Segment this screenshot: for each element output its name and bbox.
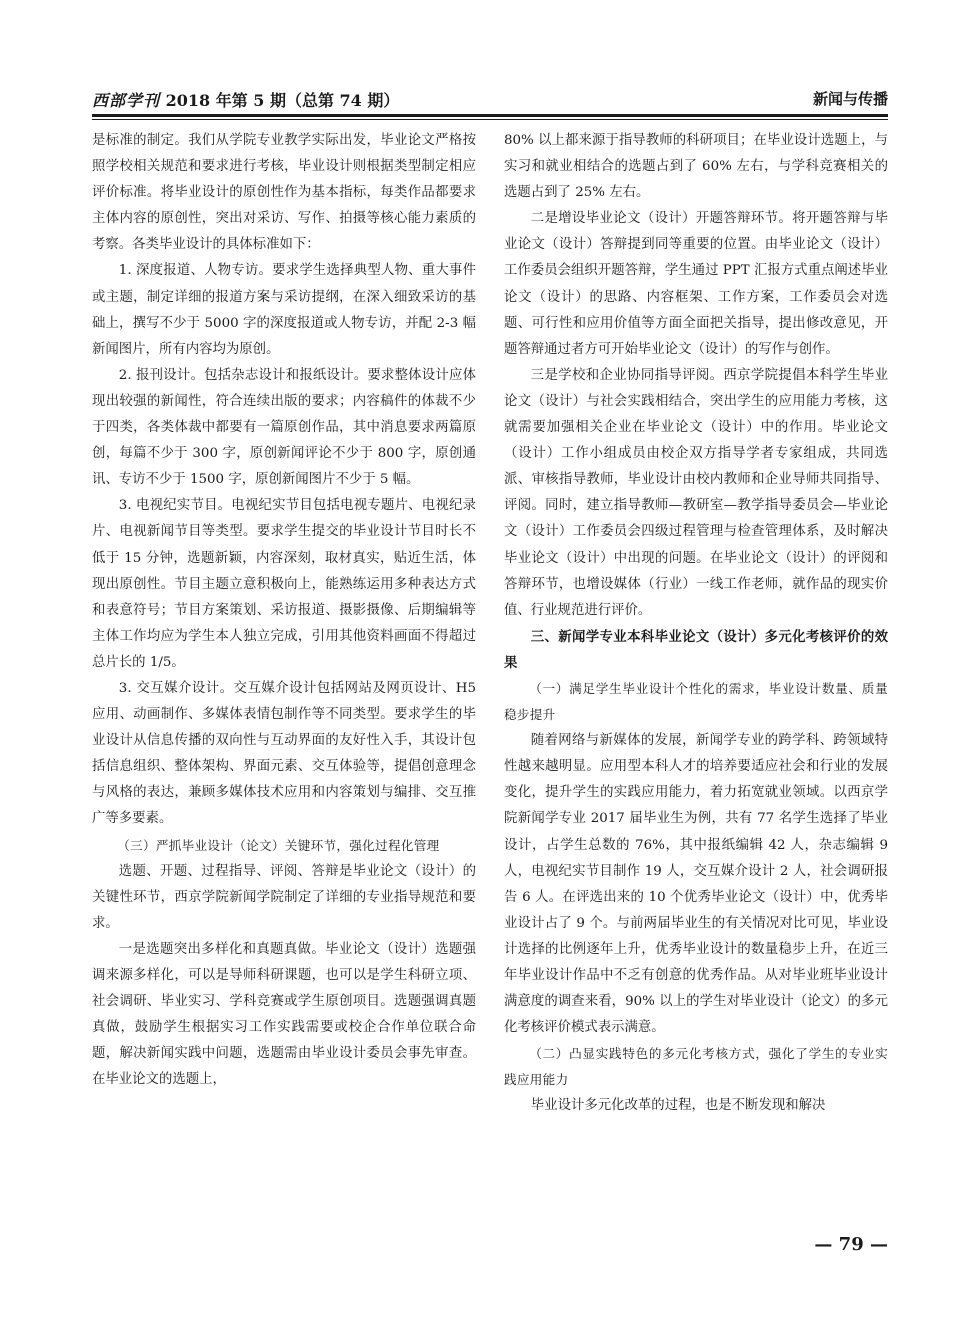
paragraph: 1. 深度报道、人物专访。要求学生选择典型人物、重大事件或主题，制定详细的报道方案与采访提纲，在深入细致采访的基础上，撰写不少于 5000 字的深度报道或人物专访，并配 2-3 幅新闻图片，所有内容均为原创。 [92,263,476,357]
header-rule-thick [92,114,888,117]
paragraph: 随着网络与新媒体的发展，新闻学专业的跨学科、跨领域特性越来越明显。应用型本科人才的培养要适应社会和行业的发展变化，提升学生的实践应用能力，着力拓宽就业领域。以西京学院新闻学专业 2017 届毕业生为例，共有 77 名学生选择了毕业设计，占学生总数的 76%，其中报纸编辑 42 人，杂志编辑 9 人，电视纪实节目制作 19 人，交互媒介设计 2 人，社会调研报告 6 人。在评选出来的 10 个优秀毕业论文（设计）中，优秀毕业设计占了 9 个。与前两届毕业生的有关情况对比可见，毕业设计选择的比例逐年上升，优秀毕业设计的数量稳步上升，在近三年毕业设计作品中不乏有创意的优秀作品。从对毕业班毕业设计满意度的调查来看，90% 以上的学生对毕业设计（论文）的多元化考核评价模式表示满意。 [504,733,888,1036]
paragraph: 一是选题突出多样化和真题真做。毕业论文（设计）选题强调来源多样化，可以是导师科研课题，也可以是学生科研立项、社会调研、毕业实习、学科竞赛或学生原创项目。选题强调真题真做，鼓励学生根据实习工作实践需要或校企合作单位联合命题，解决新闻实践中问题，选题需由毕业设计委员会事先审查。在毕业论文的选题上， [92,941,476,1088]
paragraph: 3. 电视纪实节目。电视纪实节目包括电视专题片、电视纪录片、电视新闻节目等类型。要求学生提交的毕业设计节目时长不低于 15 分钟，选题新颖，内容深刻，取材真实，贴近生活，体现出原创性。节目主题立意积极向上，能熟练运用多种表达方式和表意符号；节目方案策划、采访报道、摄影摄像、后期编辑等主体工作均应为学生本人独立完成，引用其他资料画面不得超过总片长的 1/5。 [92,498,476,670]
paragraph: 选题、开题、过程指导、评阅、答辩是毕业论文（设计）的关键性环节，西京学院新闻学院制定了详细的专业指导规范和要求。 [92,863,476,931]
paragraph: 3. 交互媒介设计。交互媒介设计包括网站及网页设计、H5 应用、动画制作、多媒体表情包制作等不同类型。要求学生的毕业设计从信息传播的双向性与互动界面的友好性入手，其设计包括信息组织、整体架构、界面元素、交互体验等，提倡创意理念与风格的表达，兼顾多媒体技术应用和内容策划与编排、交互推广等多要素。 [92,680,476,827]
header-rule-thin [92,119,888,120]
journal-title [92,88,399,111]
page-number: — 79 — [814,1234,888,1255]
running-header [92,86,888,112]
subsection-heading: （二）凸显实践特色的多元化考核方式，强化了学生的专业实践应用能力 [504,1046,888,1088]
journal-logo: 西部学刊 [92,91,161,110]
issue-info: 2018 年第 5 期（总第 74 期） [165,91,400,110]
right-column [504,128,888,1120]
subsection-heading: （三）严抓毕业设计（论文）关键环节，强化过程化管理 [117,837,440,853]
section-heading: 三、新闻学专业本科毕业论文（设计）多元化考核评价的效果 [504,628,888,671]
subsection-heading: （一）满足学生毕业设计个性化的需求，毕业设计数量、质量稳步提升 [504,680,888,723]
left-column [92,128,476,1093]
paragraph: 二是增设毕业论文（设计）开题答辩环节。将开题答辩与毕业论文（设计）答辩提到同等重要的位置。由毕业论文（设计）工作委员会组织开题答辩，学生通过 PPT 汇报方式重点阐述毕业论文（设计）的思路、内容框架、工作方案，工作委员会对选题、可行性和应用价值等方面全面把关指导，提出修改意见，开题答辩通过者方可开始毕业论文（设计）的写作与创作。 [504,211,888,357]
paragraph: 毕业设计多元化改革的过程，也是不断发现和解决 [530,1098,826,1114]
section-name: 新闻与传播 [812,90,888,108]
paragraph: 是标准的制定。我们从学院专业教学实际出发，毕业论文严格按照学校相关规范和要求进行考核，毕业设计则根据类型制定相应评价标准。将毕业设计的原创性作为基本指标，每类作品都要求主体内容的原创性，突出对采访、写作、拍摄等核心能力素质的考察。各类毕业设计的具体标准如下： [92,133,476,253]
paragraph: 三是学校和企业协同指导评阅。西京学院提倡本科学生毕业论文（设计）与社会实践相结合，突出学生的应用能力考核，这就需要加强相关企业在毕业论文（设计）中的作用。毕业论文（设计）工作小组成员由校企双方指导学者专家组成，共同选派、审核指导教师，毕业设计由校内教师和企业导师共同指导、评阅。同时，建立指导教师—教研室—教学指导委员会—毕业论文（设计）工作委员会四级过程管理与检查管理体系，及时解决毕业论文（设计）中出现的问题。在毕业论文（设计）的评阅和答辩环节，也增设媒体（行业）一线工作老师，就作品的现实价值、行业规范进行评价。 [504,367,888,618]
paragraph: 80% 以上都来源于指导教师的科研项目；在毕业设计选题上，与实习和就业相结合的选题占到了 60% 左右，与学科竞赛相关的选题占到了 25% 左右。 [504,133,888,201]
paragraph: 2. 报刊设计。包括杂志设计和报纸设计。要求整体设计应体现出较强的新闻性，符合连续出版的要求；内容稿件的体裁不少于四类，各类体裁中都要有一篇原创作品，其中消息要求两篇原创，每篇不少于 300 字，原创新闻评论不少于 800 字，原创通讯、专访不少于 1500 字，原创新闻图片不少于 5 幅。 [92,367,476,488]
